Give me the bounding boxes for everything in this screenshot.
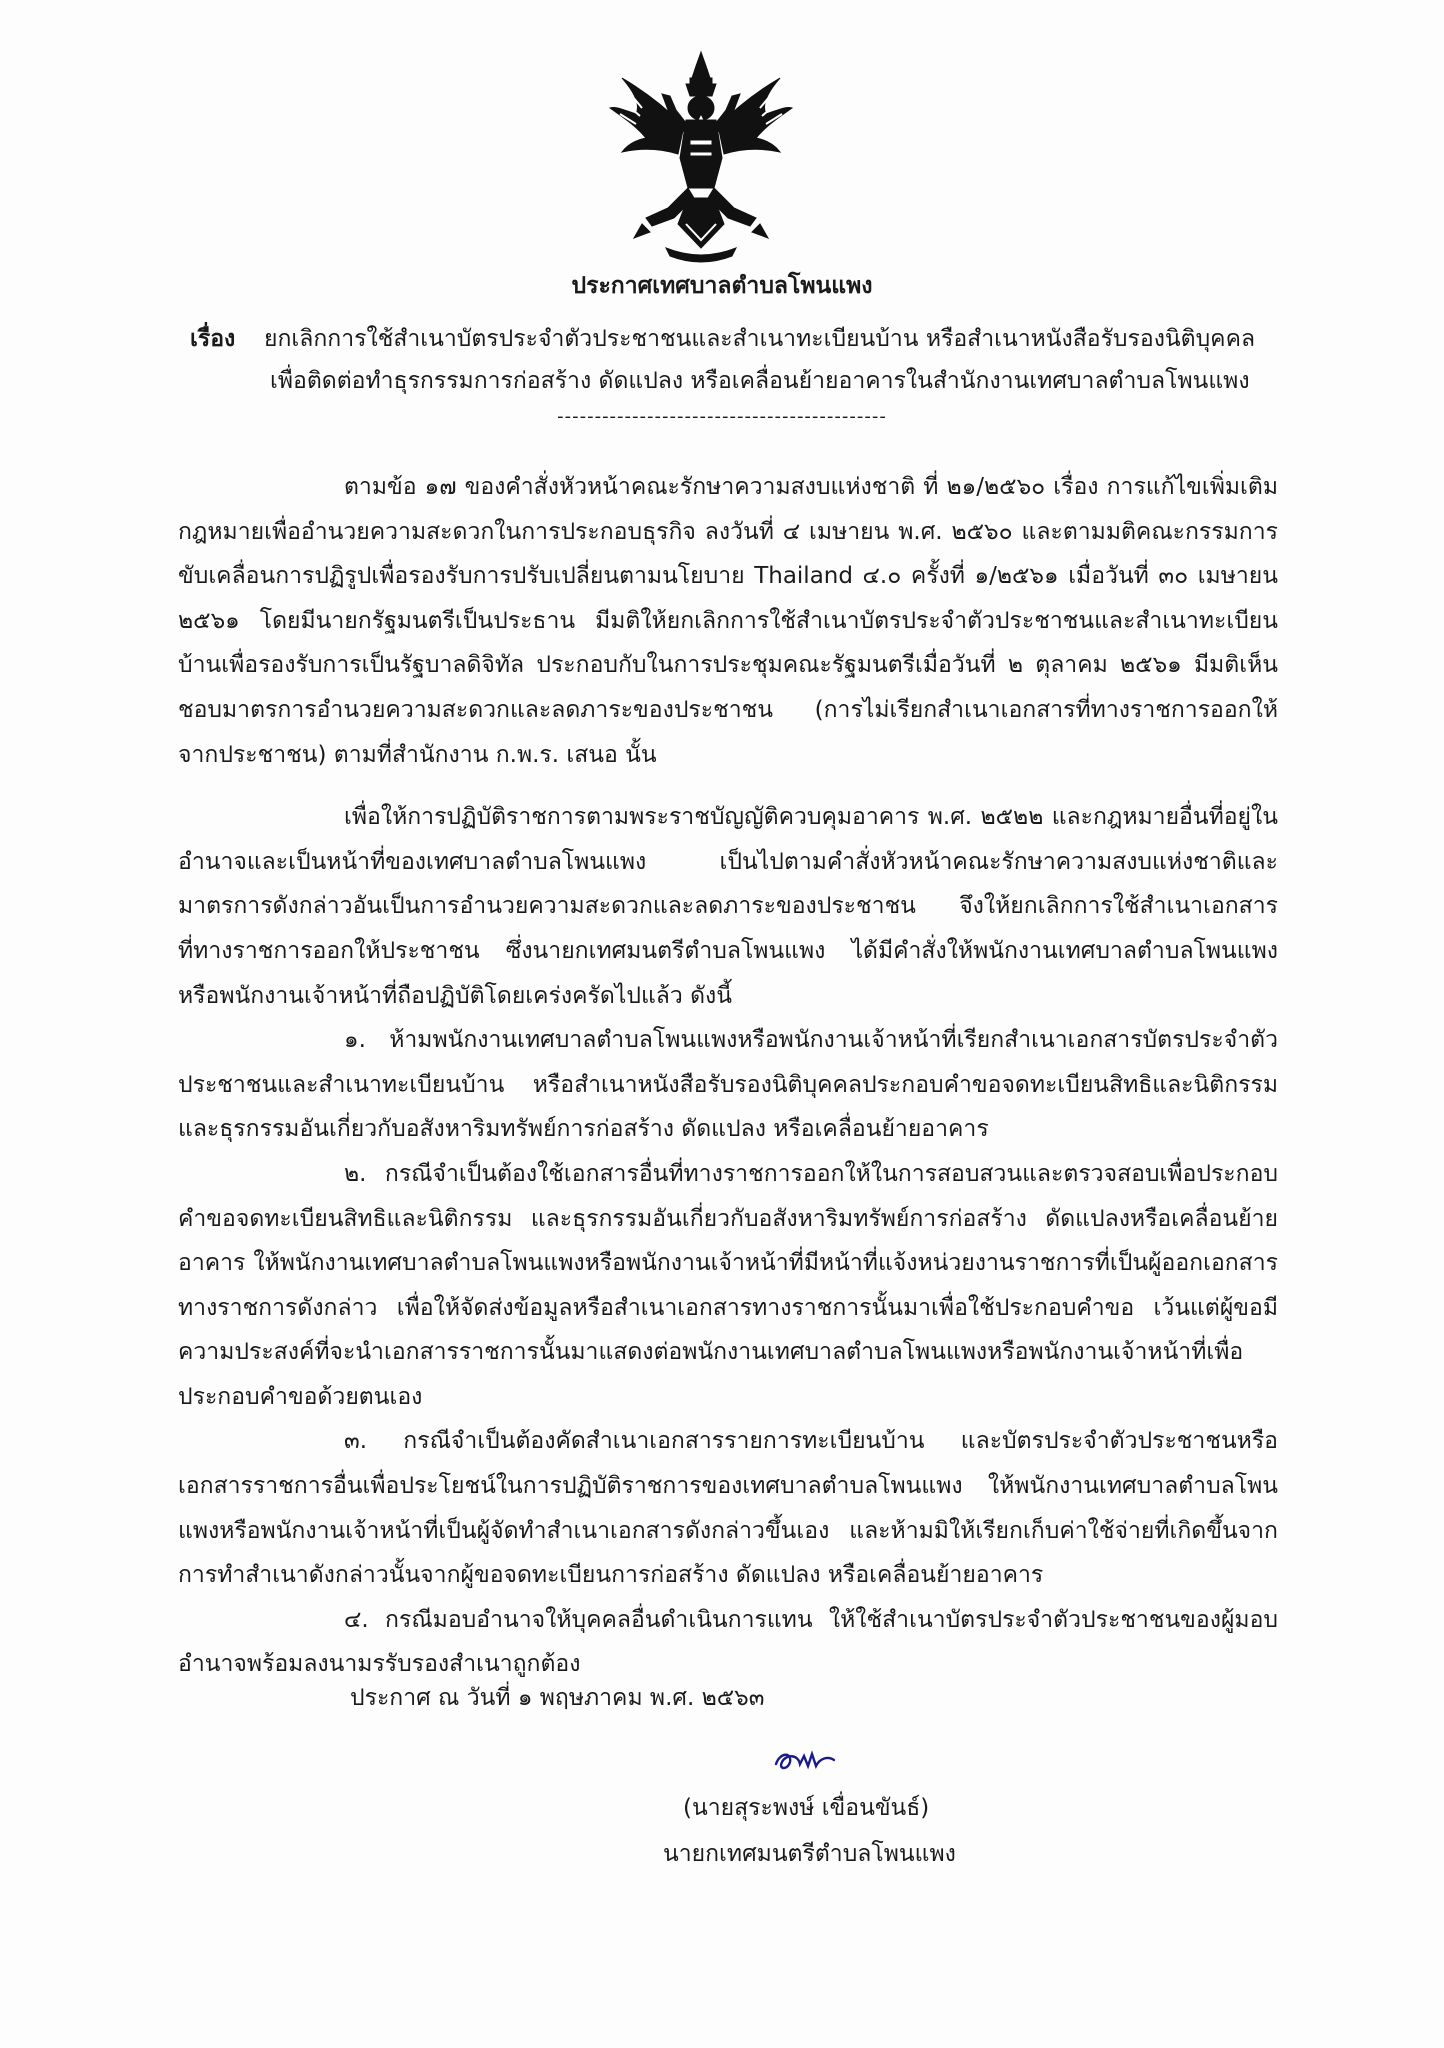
paragraph-item-2: ๒. กรณีจำเป็นต้องใช้เอกสารอื่นที่ทางราชการออกให้ในการสอบสวนและตรวจสอบเพื่อประกอบคำขอจดทะเบียนสิทธิและนิติกรรม และธุรกรรมอันเกี่ยวกับอสังหาริมทรัพย์การก่อสร้าง ดัดแปลงหรือเคลื่อนย้ายอาคาร ให้พนักงานเทศบาลตำบลโพนแพงหรือพนักงานเจ้าหน้าที่มีหน้าที่แจ้งหน่วยงานราชการที่เป็นผู้ออกเอกสารทางราชการดังกล่าว เพื่อให้จัดส่งข้อมูลหรือสำเนาเอกสารทางราชการนั้นมาเพื่อใช้ประกอบคำขอ เว้นแต่ผู้ขอมีความประสงค์ที่จะนำเอกสารราชการนั้นมาแสดงต่อพนักงานเทศบาลตำบลโพนแพงหรือพนักงานเจ้าหน้าที่เพื่อประกอบคำขอด้วยตนเอง <box>178 1160 1278 1410</box>
paragraph-item-4: ๔. กรณีมอบอำนาจให้บุคคลอื่นดำเนินการแทน ให้ใช้สำเนาบัตรประจำตัวประชาชนของผู้มอบอำนาจพร้อมลงนามรรับรองสำเนาถูกต้อง <box>178 1606 1278 1678</box>
paragraph-item-3: ๓. กรณีจำเป็นต้องคัดสำเนาเอกสารรายการทะเบียนบ้าน และบัตรประจำตัวประชาชนหรือเอกสารราชการอื่นเพื่อประโยชน์ในการปฏิบัติราชการของเทศบาลตำบลโพนแพง ให้พนักงานเทศบาลตำบลโพนแพงหรือพนักงานเจ้าหน้าที่เป็นผู้จัดทำสำเนาเอกสารดังกล่าวขึ้นเอง และห้ามมิให้เรียกเก็บค่าใช้จ่ายที่เกิดขึ้นจากการทำสำเนาดังกล่าวนั้นจากผู้ขอจดทะเบียนการก่อสร้าง ดัดแปลง หรือเคลื่อนย้ายอาคาร <box>178 1428 1278 1589</box>
signature-mark <box>772 1740 838 1780</box>
signer-title: นายกเทศมนตรีตำบลโพนแพง <box>663 1841 956 1867</box>
proclamation-date: ประกาศ ณ วันที่ ๑ พฤษภาคม พ.ศ. ๒๕๖๓ <box>350 1685 765 1711</box>
paragraph-item-1: ๑. ห้ามพนักงานเทศบาลตำบลโพนแพงหรือพนักงานเจ้าหน้าที่เรียกสำเนาเอกสารบัตรประจำตัวประชาชนและสำเนาทะเบียนบ้าน หรือสำเนาหนังสือรับรองนิติบุคคลประกอบคำขอจดทะเบียนสิทธิและนิติกรรมและธุรกรรมอันเกี่ยวกับอสังหาริมทรัพย์การก่อสร้าง ดัดแปลง หรือเคลื่อนย้ายอาคาร <box>178 1027 1278 1143</box>
subject-line-2: เพื่อติดต่อทำธุรกรรมการก่อสร้าง ดัดแปลง หรือเคลื่อนย้ายอาคารในสำนักงานเทศบาลตำบลโพนแพง <box>270 368 1250 394</box>
paragraph-purpose: เพื่อให้การปฏิบัติราชการตามพระราชบัญญัติควบคุมอาคาร พ.ศ. ๒๕๒๒ และกฎหมายอื่นที่อยู่ในอำนาจและเป็นหน้าที่ของเทศบาลตำบลโพนแพง เป็นไปตามคำสั่งหัวหน้าคณะรักษาความสงบแห่งชาติและมาตรการดังกล่าวอันเป็นการอำนวยความสะดวกและลดภาระของประชาชน จึงให้ยกเลิกการใช้สำเนาเอกสารที่ทางราชการออกให้ประชาชน ซึ่งนายกเทศมนตรีตำบลโพนแพง ได้มีคำสั่งให้พนักงานเทศบาลตำบลโพนแพงหรือพนักงานเจ้าหน้าที่ถือปฏิบัติโดยเคร่งครัดไปแล้ว ดังนี้ <box>178 804 1278 1009</box>
garuda-emblem-icon <box>606 48 796 263</box>
announcement-title: ประกาศเทศบาลตำบลโพนแพง <box>571 273 873 299</box>
paragraph-preamble: ตามข้อ ๑๗ ของคำสั่งหัวหน้าคณะรักษาความสงบแห่งชาติ ที่ ๒๑/๒๕๖๐ เรื่อง การแก้ไขเพิ่มเติมกฎหมายเพื่ออำนวยความสะดวกในการประกอบธุรกิจ ลงวันที่ ๔ เมษายน พ.ศ. ๒๕๖๐ และตามมติคณะกรรมการขับเคลื่อนการปฏิรูปเพื่อรองรับการปรับเปลี่ยนตามนโยบาย Thailand ๔.๐ ครั้งที่ ๑/๒๕๖๑ เมื่อวันที่ ๓๐ เมษายน ๒๕๖๑ โดยมีนายกรัฐมนตรีเป็นประธาน มีมติให้ยกเลิกการใช้สำเนาบัตรประจำตัวประชาชนและสำเนาทะเบียนบ้านเพื่อรองรับการเป็นรัฐบาลดิจิทัล ประกอบกับในการประชุมคณะรัฐมนตรีเมื่อวันที่ ๒ ตุลาคม ๒๕๖๑ มีมติเห็นชอบมาตรการอำนวยความสะดวกและลดภาระของประชาชน (การไม่เรียกสำเนาเอกสารที่ทางราชการออกให้จากประชาชน) ตามที่สำนักงาน ก.พ.ร. เสนอ นั้น <box>178 474 1278 768</box>
subject-line-1: ยกเลิกการใช้สำเนาบัตรประจำตัวประชาชนและสำเนาทะเบียนบ้าน หรือสำเนาหนังสือรับรองนิติบุคคล <box>264 326 1256 352</box>
subject-label: เรื่อง <box>190 326 236 352</box>
body-text <box>178 465 1278 1687</box>
signer-name: (นายสุระพงษ์ เขื่อนขันธ์) <box>683 1795 930 1821</box>
separator-line: -------------------------------------------- <box>557 406 887 427</box>
